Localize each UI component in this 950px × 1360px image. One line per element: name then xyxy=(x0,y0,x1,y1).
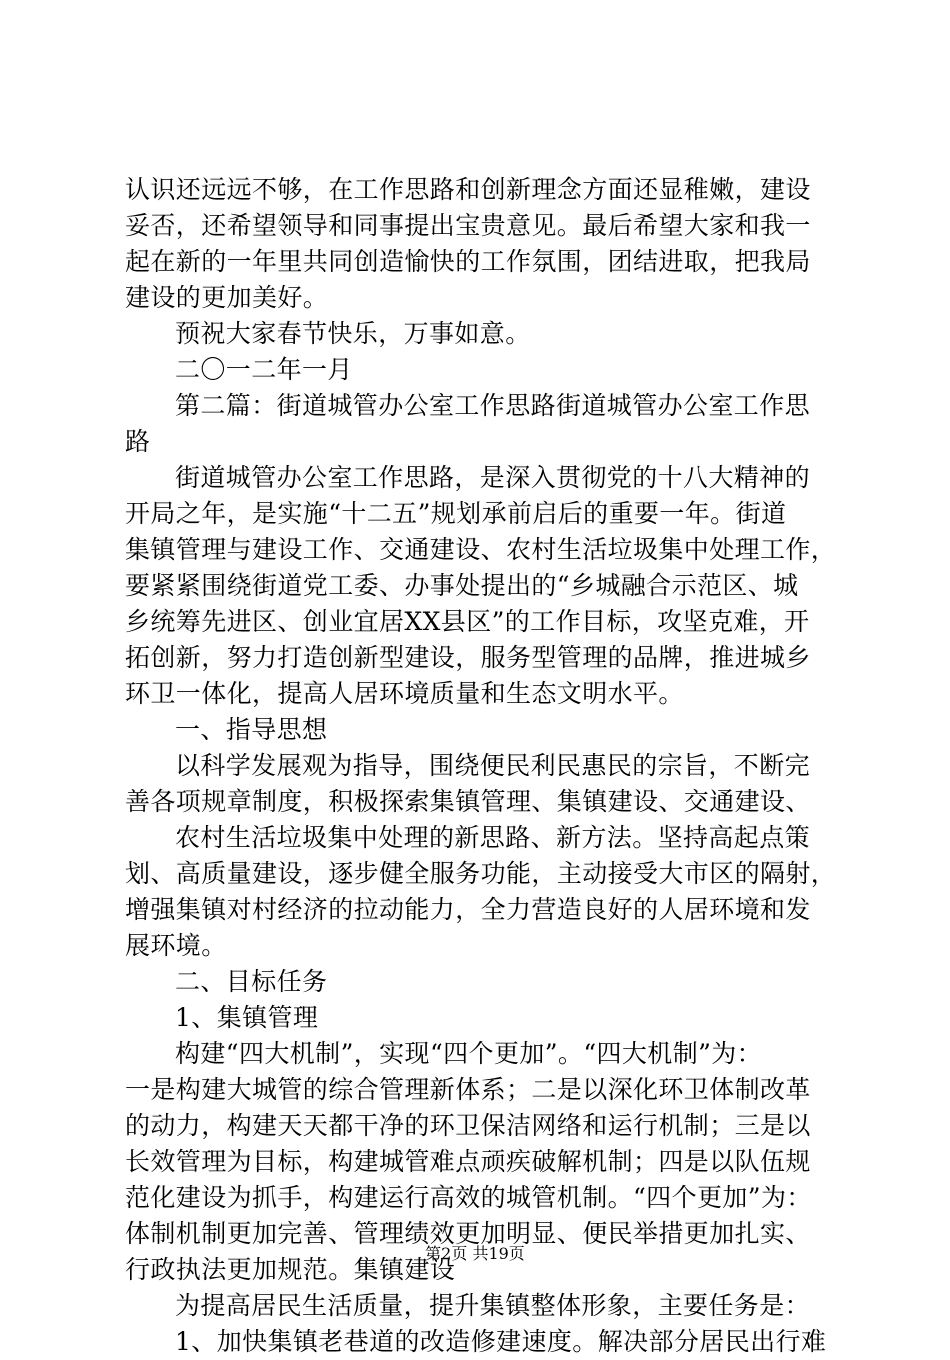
text-line: 一、指导思想 xyxy=(175,715,328,744)
text-line: 集镇管理与建设工作、交通建设、农村生活垃圾集中处理工作， xyxy=(125,535,837,564)
text-line: 第二篇：街道城管办公室工作思路街道城管办公室工作思 xyxy=(175,391,811,420)
text-line: 路 xyxy=(125,427,151,456)
text-line: 农村生活垃圾集中处理的新思路、新方法。坚持高起点策 xyxy=(175,823,811,852)
text-line: 拓创新，努力打造创新型建设，服务型管理的品牌，推进城乡 xyxy=(125,643,811,672)
text-line: 范化建设为抓手，构建运行高效的城管机制。“四个更加”为： xyxy=(125,1183,812,1212)
text-line: 乡统筹先进区、创业宜居XX县区”的工作目标，攻坚克难，开 xyxy=(125,607,810,636)
document-body xyxy=(125,172,837,1360)
text-line: 要紧紧围绕街道党工委、办事处提出的“乡城融合示范区、城 xyxy=(125,571,799,600)
text-line: 体制机制更加完善、管理绩效更加明显、便民举措更加扎实、 xyxy=(125,1219,811,1248)
text-line: 妥否，还希望领导和同事提出宝贵意见。最后希望大家和我一 xyxy=(125,211,811,240)
text-line: 构建“四大机制”，实现“四个更加”。“四大机制”为： xyxy=(175,1039,763,1068)
text-line: 为提高居民生活质量，提升集镇整体形象，主要任务是： xyxy=(175,1291,811,1320)
text-line: 以科学发展观为指导，围绕便民利民惠民的宗旨，不断完 xyxy=(175,751,811,780)
page-footer: 第2页 共19页 xyxy=(425,1244,525,1263)
text-line: 环卫一体化，提高人居环境质量和生态文明水平。 xyxy=(125,679,684,708)
text-line: 长效管理为目标，构建城管难点顽疾破解机制；四是以队伍规 xyxy=(125,1147,811,1176)
text-line: 起在新的一年里共同创造愉快的工作氛围，团结进取，把我局 xyxy=(125,247,811,276)
text-line: 的动力，构建天天都干净的环卫保洁网络和运行机制；三是以 xyxy=(125,1111,811,1140)
text-line: 划、高质量建设，逐步健全服务功能，主动接受大市区的隔射， xyxy=(125,859,837,888)
text-line: 建设的更加美好。 xyxy=(125,283,329,312)
text-line: 1、加快集镇老巷道的改造修建速度。解决部分居民出行难 xyxy=(175,1327,827,1356)
text-line: 二〇一二年一月 xyxy=(175,355,353,384)
text-line: 预祝大家春节快乐，万事如意。 xyxy=(175,319,531,348)
text-line: 一是构建大城管的综合管理新体系；二是以深化环卫体制改革 xyxy=(125,1075,811,1104)
text-line: 街道城管办公室工作思路，是深入贯彻党的十八大精神的 xyxy=(175,463,811,492)
text-line: 认识还远远不够，在工作思路和创新理念方面还显稚嫩，建设 xyxy=(125,175,811,204)
text-line: 二、目标任务 xyxy=(175,967,328,996)
text-line: 行政执法更加规范。集镇建设 xyxy=(125,1255,456,1284)
text-line: 增强集镇对村经济的拉动能力，全力营造良好的人居环境和发 xyxy=(125,895,811,924)
text-line: 善各项规章制度，积极探索集镇管理、集镇建设、交通建设、 xyxy=(125,787,811,816)
text-line: 开局之年，是实施“十二五”规划承前启后的重要一年。街道 xyxy=(125,499,787,528)
text-line: 展环境。 xyxy=(125,931,227,960)
text-line: 1、集镇管理 xyxy=(175,1003,319,1032)
